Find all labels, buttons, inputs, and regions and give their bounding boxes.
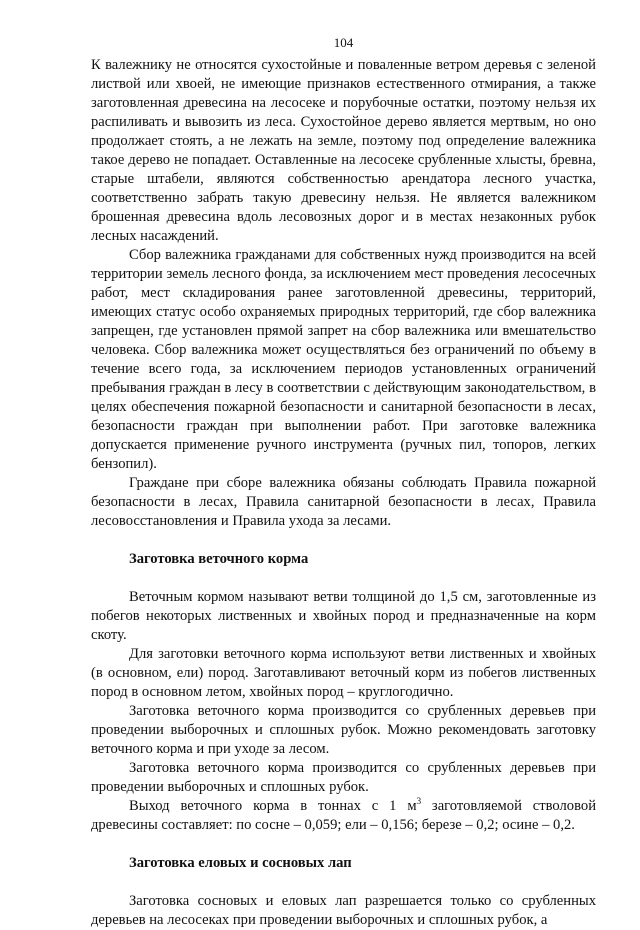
yield-text-before: Выход веточного корма в тоннах с 1 м [129,798,417,814]
spacer [91,835,596,854]
paragraph-branch-fodder-yield [91,797,596,835]
spacer [91,569,596,588]
yield-text-after: заготовляемой стволовой древесины составляет: по сосне – 0,059; ели – 0,156; березе – 0,2; осине – 0,2. [91,798,596,833]
paragraph-spruce-pine-harvest: Заготовка сосновых и еловых лап разрешается только со срубленных деревьев на лесосеках при проведении выборочных и сплошных рубок, а [91,893,596,928]
paragraph-citizen-rules: Граждане при сборе валежника обязаны соблюдать Правила пожарной безопасности в лесах, Правила санитарной безопасности в лесах, Правила лесовосстановления и Правила ухода за лесами. [91,475,596,529]
paragraph-branch-fodder-harvest: Заготовка веточного корма производится со срубленных деревьев при проведении выборочных и сплошных рубок. Можно рекомендовать заготовку веточного корма и при уходе за лесом. [91,703,596,757]
cubic-superscript: 3 [416,796,422,807]
spacer [91,531,596,550]
page-number: 104 [333,35,354,50]
paragraph-deadwood-collection: Сбор валежника гражданами для собственных нужд производится на всей территории земель лесного фонда, за исключением мест проведения лесосечных работ, мест складирования ранее заготовленной древесины, территорий, имеющих статус особо охраняемых природных территорий, где сбор валежника запрещен, где установлен прямой запрет на сбор валежника или вмешательство человека. Сбор валежника может осуществляться без ограничений по объему в течение всего года, за исключением периодов установленных ограничений пребывания граждан в лесу в соответствии с действующим законодательством, в целях обеспечения пожарной безопасности и санитарной безопасности в лесах, безопасности граждан при выполнении работ. При заготовке валежника допускается применение ручного инструмента (ручных пил, топоров, легких бензопил). [91,247,596,472]
heading-spruce-pine-branches: Заготовка еловых и сосновых лап [129,855,352,871]
spacer [91,873,596,892]
paragraph-branch-fodder-felling: Заготовка веточного корма производится со срубленных деревьев при проведении выборочных и сплошных рубок. [91,760,596,795]
paragraph-branch-fodder-sources: Для заготовки веточного корма используют ветви лиственных и хвойных (в основном, ели) пород. Заготавливают веточный корм из побегов лиственных пород в основном летом, хвойных пород – круглогодично. [91,646,596,700]
paragraph-deadwood-exclusions: К валежнику не относятся сухостойные и поваленные ветром деревья с зеленой листвой или хвоей, не имеющие признаков естественного отмирания, а также заготовленная древесина на лесосеке и порубочные остатки, поэтому нельзя их распиливать и вывозить из леса. Сухостойное дерево является мертвым, но оно продолжает стоять, а не лежать на земле, поэтому под определение валежника такое дерево не попадает. Оставленные на лесосеке срубленные хлысты, бревна, старые штабели, являются собственностью арендатора лесного участка, соответственно забрать такую древесину нельзя. Не является валежником брошенная древесина вдоль лесовозных дорог и в местах незаконных рубок лесных насаждений. [91,57,596,244]
document-page [91,34,596,930]
heading-branch-fodder: Заготовка веточного корма [129,551,309,567]
paragraph-branch-fodder-definition: Веточным кормом называют ветви толщиной до 1,5 см, заготовленные из побегов некоторых лиственных и хвойных пород и предназначенные на корм скоту. [91,589,596,643]
